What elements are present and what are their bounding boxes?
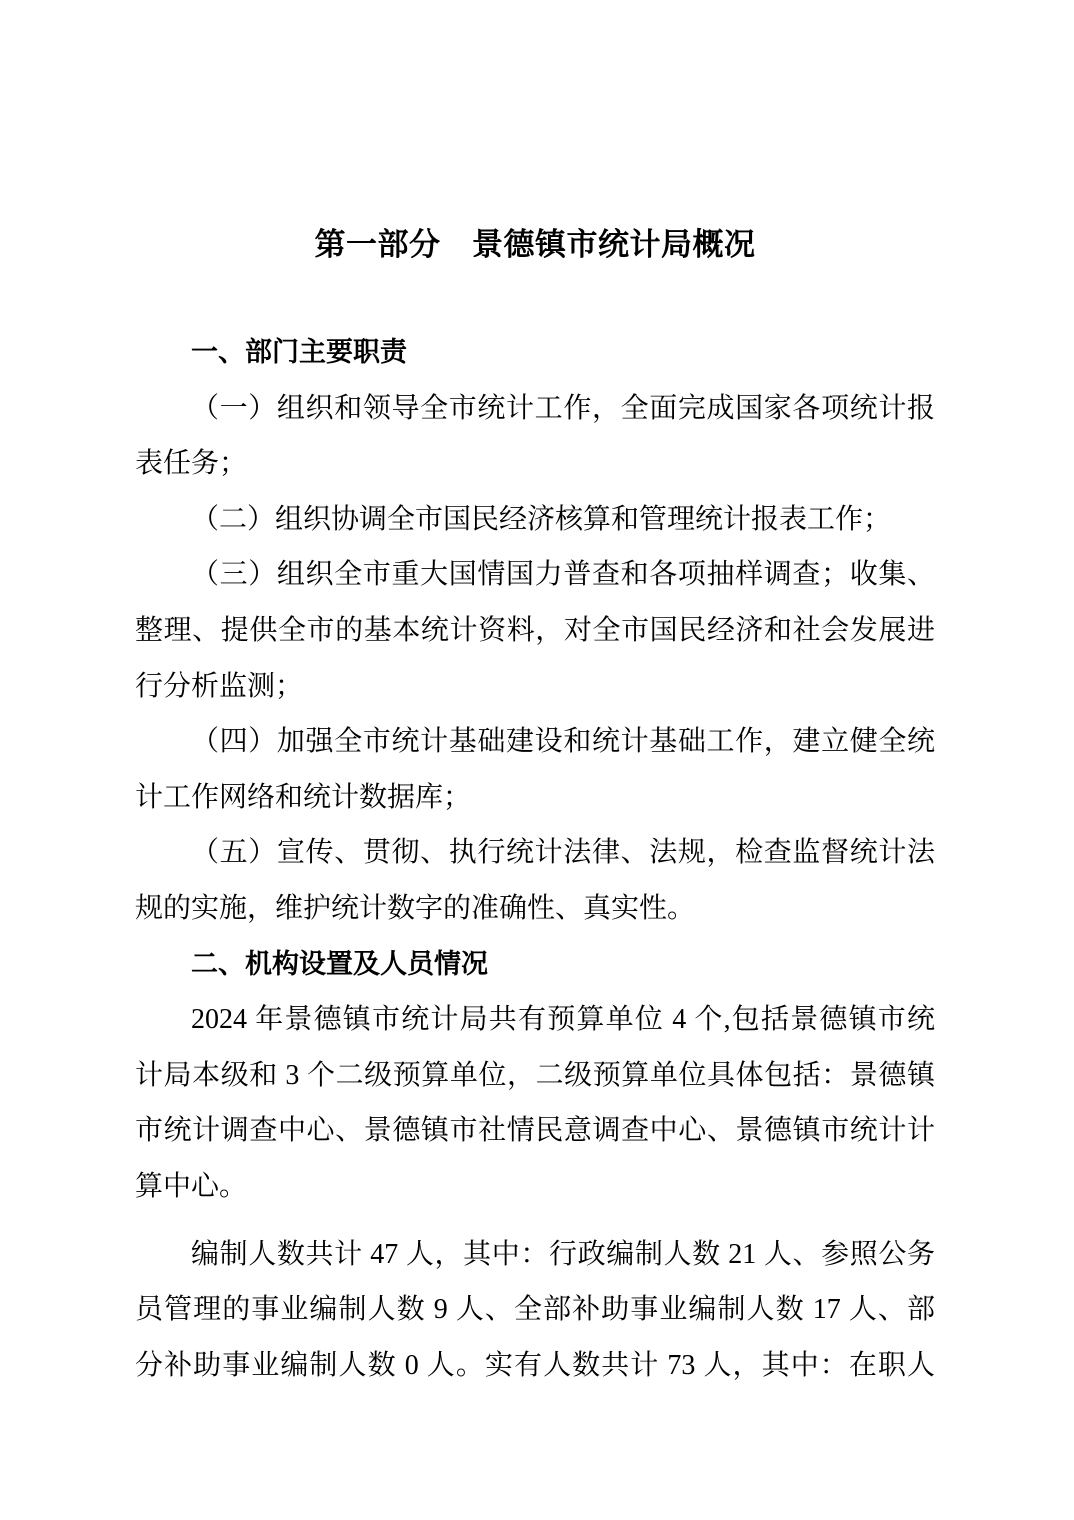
text-line: 计工作网络和统计数据库； xyxy=(135,781,472,813)
paragraph xyxy=(135,492,935,548)
text-line: 编制人数共计 47 人，其中：行政编制人数 21 人、参照公务 xyxy=(191,1238,935,1270)
paragraph xyxy=(135,714,935,825)
text-line: 整理、提供全市的基本统计资料，对全市国民经济和社会发展进 xyxy=(135,614,935,646)
document-title: 第一部分 景德镇市统计局概况 xyxy=(314,227,756,262)
text-line: 分补助事业编制人数 0 人。实有人数共计 73 人，其中：在职人 xyxy=(135,1349,935,1381)
text-line: 算中心。 xyxy=(135,1170,248,1202)
paragraph xyxy=(135,825,935,936)
text-line: 员管理的事业编制人数 9 人、全部补助事业编制人数 17 人、部 xyxy=(135,1294,935,1326)
text-line: （一）组织和领导全市统计工作，全面完成国家各项统计报 xyxy=(191,392,935,424)
paragraph xyxy=(135,992,935,1214)
text-line: 表任务； xyxy=(135,448,248,480)
text-line: 2024 年景德镇市统计局共有预算单位 4 个,包括景德镇市统 xyxy=(191,1004,935,1036)
paragraph xyxy=(135,1227,935,1394)
section-heading: 二、机构设置及人员情况 xyxy=(191,948,488,979)
text-line: 行分析监测； xyxy=(135,670,304,702)
paragraph xyxy=(135,547,935,714)
text-line: （二）组织协调全市国民经济核算和管理统计报表工作； xyxy=(191,503,892,535)
text-line: （五）宣传、贯彻、执行统计法律、法规，检查监督统计法 xyxy=(191,837,935,869)
section-heading: 一、部门主要职责 xyxy=(191,337,407,367)
text-line: 计局本级和 3 个二级预算单位，二级预算单位具体包括：景德镇 xyxy=(135,1059,935,1091)
text-line: （四）加强全市统计基础建设和统计基础工作，建立健全统 xyxy=(191,726,935,758)
text-line: 规的实施，维护统计数字的准确性、真实性。 xyxy=(135,892,696,924)
text-line: 市统计调查中心、景德镇市社情民意调查中心、景德镇市统计计 xyxy=(135,1115,935,1147)
text-line: （三）组织全市重大国情国力普查和各项抽样调查；收集、 xyxy=(191,559,935,591)
paragraph xyxy=(135,381,935,492)
document-body xyxy=(135,325,935,1393)
